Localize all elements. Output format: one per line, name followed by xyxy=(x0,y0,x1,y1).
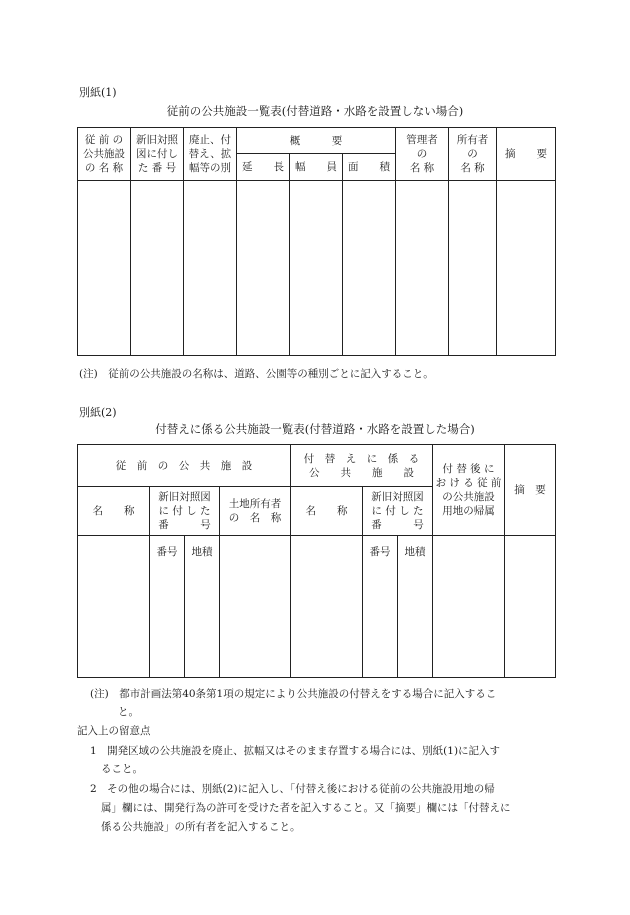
instruction-item2-line1: 2 その他の場合には、別紙(2)に記入し、「付替え後における従前の公共施設用地の帰 xyxy=(90,783,495,795)
form1-cell xyxy=(184,181,237,356)
form1-cell xyxy=(131,181,184,356)
header-gaiyo: 概 要 xyxy=(237,128,396,154)
header-tochi-shoyusha: 土地所有者 の 名 称 xyxy=(220,487,291,536)
form2-title: 付替えに係る公共施設一覧表(付替道路・水路を設置した場合) xyxy=(155,422,475,436)
header-fukuin: 幅 員 xyxy=(290,154,343,181)
form1-cell xyxy=(396,181,449,356)
header-shinkyu-a: 新旧対照図 に 付 し た 番 号 xyxy=(150,487,220,536)
form1-cell xyxy=(449,181,497,356)
header-shoyusha: 所有者 の 名 称 xyxy=(449,128,497,181)
header-bango: 番号 xyxy=(150,536,185,678)
form2-cell xyxy=(291,536,363,678)
form2-note-line2: と。 xyxy=(118,706,139,718)
form1-cell xyxy=(343,181,396,356)
form2-cell xyxy=(433,536,505,678)
header-shinkyu-b: 新旧対照図 に 付 し た 番 号 xyxy=(363,487,433,536)
instruction-item1-line2: ること。 xyxy=(101,763,143,775)
form1-cell xyxy=(78,181,131,356)
form1-note: (注) 従前の公共施設の名称は、道路、公園等の種別ごとに記入すること。 xyxy=(79,368,434,380)
form2-label: 別紙(2) xyxy=(79,406,117,419)
header-tsukekae-line1: 付 替 え に 係 る xyxy=(303,452,420,465)
header-tekiyo2: 摘 要 xyxy=(505,445,556,536)
form2-cell xyxy=(220,536,291,678)
header-menseki: 面 積 xyxy=(343,154,396,181)
header-chiseki2: 地積 xyxy=(398,536,433,678)
header-haishi-betsu: 廃止、付 替え、拡 幅等の別 xyxy=(184,128,237,181)
form1-cell xyxy=(290,181,343,356)
form2-cell xyxy=(505,536,556,678)
instruction-item2-line3: 係る公共施設」の所有者を記入すること。 xyxy=(101,821,301,833)
header-tekiyo: 摘 要 xyxy=(497,128,556,181)
form1-title: 従前の公共施設一覧表(付替道路・水路を設置しない場合) xyxy=(166,104,464,118)
header-bango2: 番号 xyxy=(363,536,398,678)
header-meisho2: 名 称 xyxy=(291,487,363,536)
form2-cell xyxy=(78,536,150,678)
header-meisho: 名 称 xyxy=(78,487,150,536)
form2-table xyxy=(77,444,556,678)
form1-cell xyxy=(497,181,556,356)
form1-cell xyxy=(237,181,290,356)
header-juzen-meisho: 従 前 の 公共施設 の 名 称 xyxy=(78,128,131,181)
instructions-heading: 記入上の留意点 xyxy=(77,725,151,737)
header-chiseki: 地積 xyxy=(185,536,220,678)
header-tsukekae-koukyou xyxy=(291,445,433,487)
form2-body-row xyxy=(78,536,556,678)
instruction-item2-line2: 属」欄には、開発行為の許可を受けた者を記入すること。又「摘要」欄には「付替えに xyxy=(101,802,511,814)
header-shinkyu-bango: 新旧対照 図に付し た 番 号 xyxy=(131,128,184,181)
form1-table xyxy=(77,127,556,356)
header-kanrisha: 管理者 の 名 称 xyxy=(396,128,449,181)
form1-label: 別紙(1) xyxy=(79,86,117,99)
header-juzen-koukyou: 従 前 の 公 共 施 設 xyxy=(78,445,291,487)
form2-note-line1: (注) 都市計画法第40条第1項の規定により公共施設の付替えをする場合に記入するこ xyxy=(90,688,497,700)
header-encho: 延 長 xyxy=(237,154,290,181)
header-tsukekae-line2: 公 共 施 設 xyxy=(309,466,414,479)
instruction-item1-line1: 1 開発区域の公共施設を廃止、拡幅又はそのまま存置する場合には、別紙(1)に記入す xyxy=(90,745,501,757)
header-kizoku: 付 替 後 に お け る 従 前 の公共施設 用地の帰属 xyxy=(433,445,505,536)
form1-body-row xyxy=(78,181,556,356)
